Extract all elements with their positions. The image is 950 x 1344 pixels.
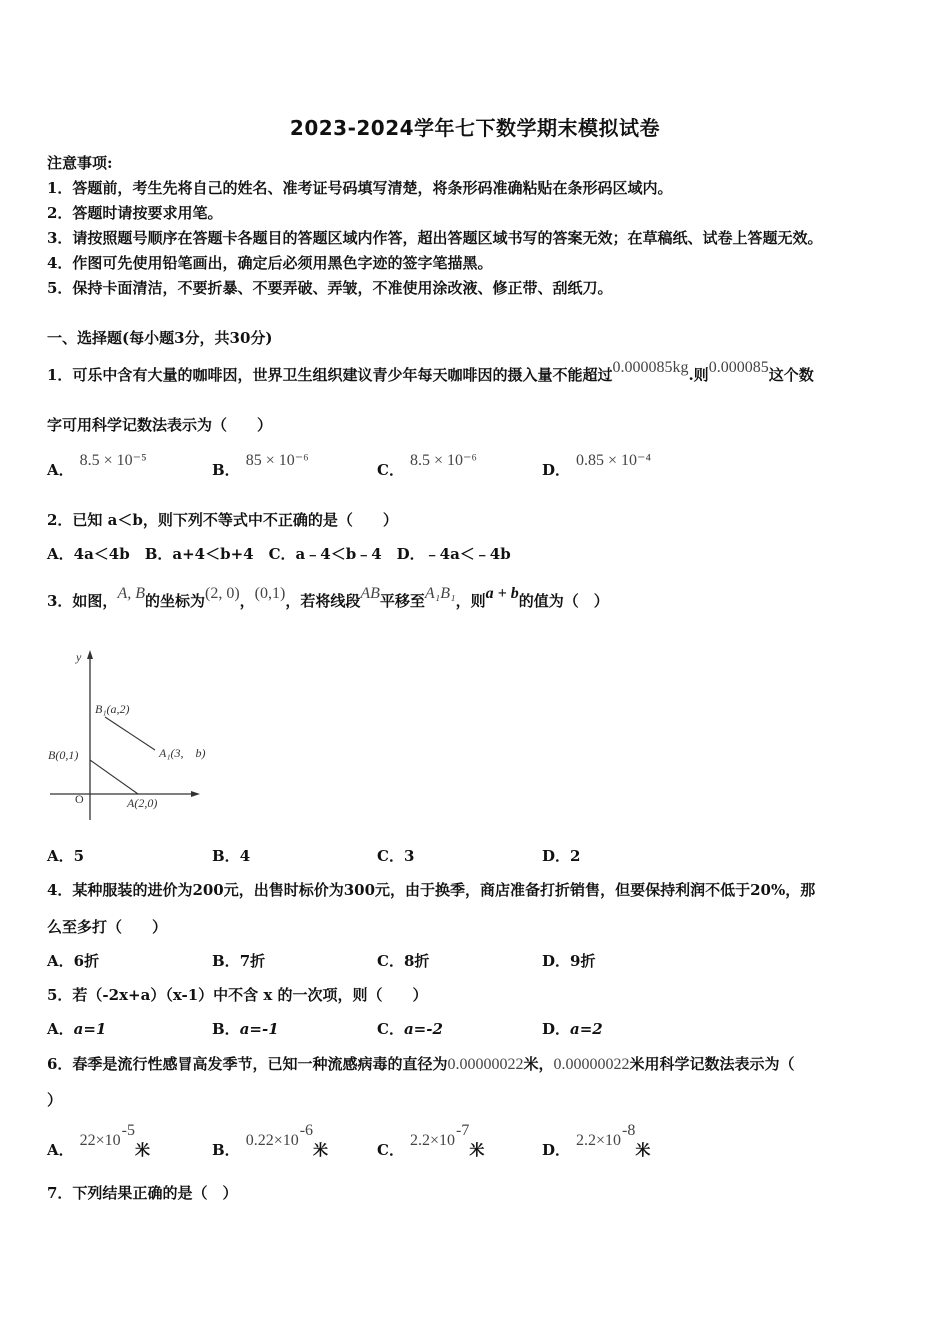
- question-7: 7．下列结果正确的是（ ）: [47, 1184, 238, 1202]
- question-6-line-2: ）: [47, 1091, 63, 1109]
- q1-math-b: 0.000085: [708, 359, 769, 376]
- a-label: A(2,0): [127, 796, 158, 810]
- y-axis-arrow: [87, 650, 93, 659]
- q6-option-b: B．$0.22\times 10^{-6}$米: [212, 1122, 329, 1159]
- y-axis-label: y: [76, 650, 82, 664]
- notice-item: 1．答题前，考生先将自己的姓名、准考证号码填写清楚，将条形码准确粘贴在条形码区域内。: [47, 179, 673, 197]
- q4-option-b: B．7折: [212, 952, 266, 970]
- question-4-line-2: 么至多打（ ）: [47, 918, 168, 936]
- section-heading: 一、选择题(每小题3分，共30分): [47, 329, 273, 347]
- q1-option-b: B．85 × 10⁻⁶: [212, 452, 309, 479]
- q3-math-b-coord: (0,1): [254, 585, 286, 602]
- b-label: B(0,1): [48, 748, 79, 762]
- q3-math-segment: AB: [360, 585, 380, 602]
- q1-text-a: 1．可乐中含有大量的咖啡因，世界卫生组织建议青少年每天咖啡因的摄入量不能超过: [47, 366, 613, 384]
- q1-option-d: D．0.85 × 10⁻⁴: [542, 452, 652, 479]
- q3-math-ab: A, B: [117, 585, 145, 602]
- notice-item: 5．保持卡面清洁，不要折暴、不要弄破、弄皱，不准使用涂改液、修正带、刮纸刀。: [47, 279, 613, 297]
- question-1-line-1: [47, 359, 814, 385]
- page-title: 2023-2024学年七下数学期末模拟试卷: [289, 116, 661, 140]
- question-2: 2．已知 a＜b，则下列不等式中不正确的是（ ）: [47, 511, 398, 529]
- q6-math-1: 0.00000022: [447, 1056, 524, 1073]
- q4-option-d: D．9折: [542, 952, 596, 970]
- q3-option-c: C．3: [377, 847, 415, 865]
- q6-option-c: C．$2.2\times 10^{-7}$米: [377, 1122, 485, 1159]
- q4-option-c: C．8折: [377, 952, 430, 970]
- notice-item: 3．请按照题号顺序在答题卡各题目的答题区域内作答，超出答题区域书写的答案无效；在草稿纸、试卷上答题无效。: [47, 229, 823, 247]
- x-axis-arrow: [191, 791, 200, 797]
- q3-math-sum: a + b: [485, 585, 519, 602]
- segment-a1b1: [105, 717, 155, 750]
- q5-option-c: C．a=-2: [377, 1020, 443, 1038]
- segment-ab: [90, 760, 138, 794]
- q3-option-a: A．5: [47, 847, 85, 865]
- coordinate-figure: [45, 645, 220, 825]
- question-4-line-1: 4．某种服装的进价为200元，出售时标价为300元，由于换季，商店准备打折销售，但要保持利润不低于20%，那: [47, 881, 816, 899]
- q1-math-a: 0.000085kg: [612, 359, 689, 376]
- q5-option-a: A．a=1: [47, 1020, 107, 1038]
- q1-text-b: .则: [688, 366, 709, 384]
- q6-option-d: D．$2.2\times 10^{-8}$米: [542, 1122, 651, 1159]
- question-3: 3．如图，A, B的坐标为(2, 0)，(0,1)，若将线段AB平移至A₁B₁，则a + b的值为（ ）: [47, 585, 609, 610]
- question-1-line-2: 字可用科学记数法表示为（ ）: [47, 416, 273, 434]
- a1-label: A₁(3, b): [159, 746, 206, 760]
- q2-options: A．4a＜4b B．a+4＜b+4 C．a﹣4＜b﹣4 D．﹣4a＜﹣4b: [47, 545, 511, 563]
- notice-item: 4．作图可先使用铅笔画出，确定后必须用黑色字迹的签字笔描黑。: [47, 254, 493, 272]
- q3-math-segment-1: A₁B₁: [424, 585, 456, 602]
- notice-heading: 注意事项:: [47, 154, 113, 172]
- q1-option-a: A．8.5 × 10⁻⁵: [47, 452, 147, 479]
- q3-option-b: B．4: [212, 847, 251, 865]
- q6-option-a: A．$22\times 10^{-5}$米: [47, 1122, 151, 1159]
- notice-item: 2．答题时请按要求用笔。: [47, 204, 223, 222]
- b1-label: B₁(a,2): [95, 702, 130, 716]
- q5-option-b: B．a=-1: [212, 1020, 279, 1038]
- q3-math-a-coord: (2, 0): [205, 585, 240, 602]
- question-5: 5．若（-2x+a）（x-1）中不含 x 的一次项，则（ ）: [47, 986, 428, 1004]
- q3-option-d: D．2: [542, 847, 581, 865]
- q1-option-c: C．8.5 × 10⁻⁶: [377, 452, 477, 479]
- q6-math-2: 0.00000022: [553, 1056, 630, 1073]
- q5-option-d: D．a=2: [542, 1020, 603, 1038]
- q4-option-a: A．6折: [47, 952, 100, 970]
- origin-label: O: [75, 792, 84, 806]
- question-6-line-1: 6．春季是流行性感冒高发季节，已知一种流感病毒的直径为0.00000022米，0.00000022米用科学记数法表示为（: [47, 1055, 795, 1073]
- q1-text-c: 这个数: [768, 366, 814, 384]
